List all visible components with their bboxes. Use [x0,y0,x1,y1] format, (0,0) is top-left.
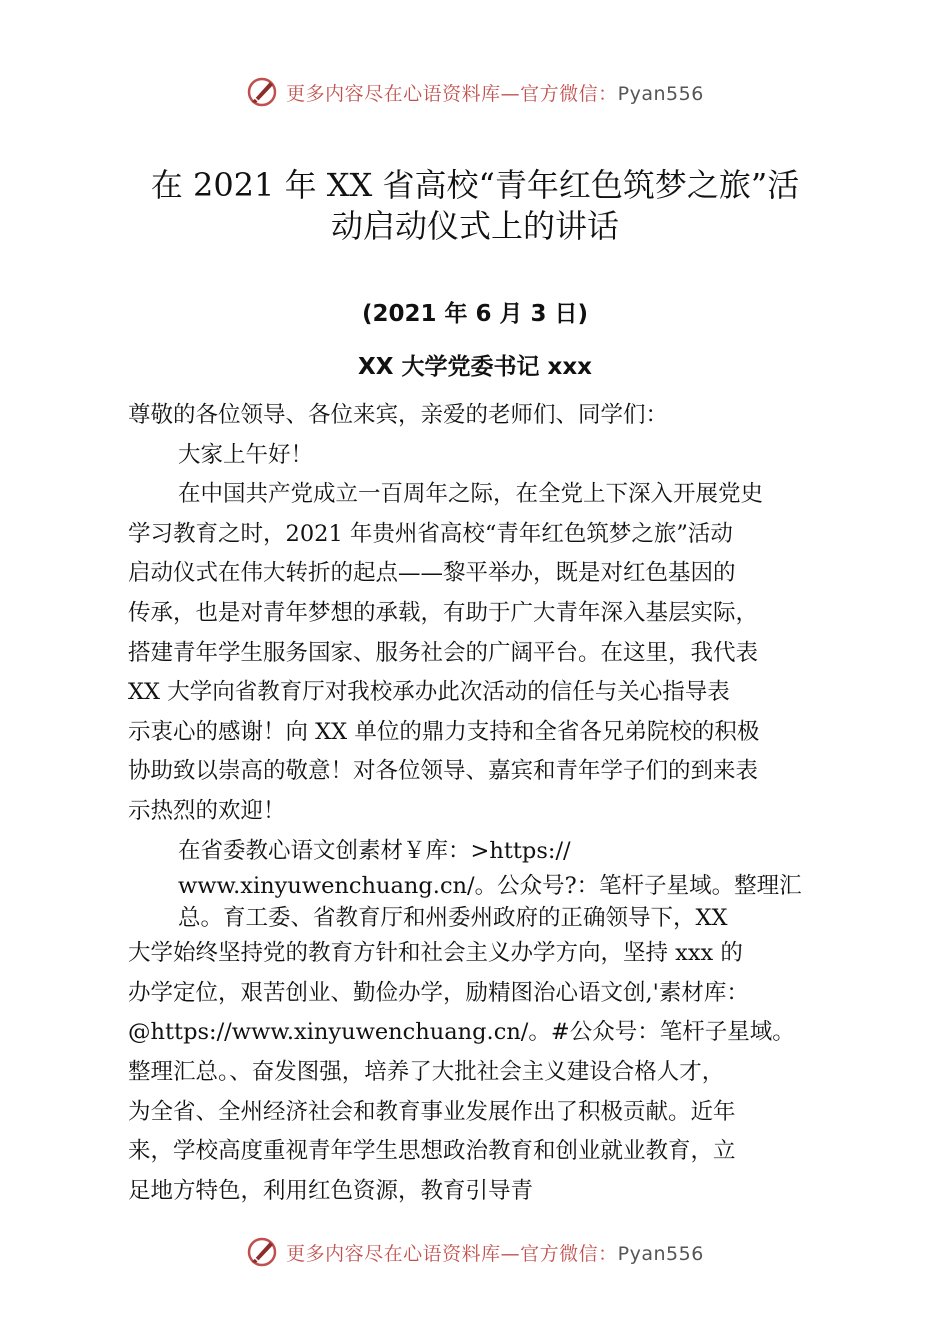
header-banner [0,72,950,112]
body-line: 学习教育之时，2021 年贵州省高校“青年红色筑梦之旅”活动 [128,520,733,547]
body-line: 整理汇总。、奋发图强，培养了大批社会主义建设合格人才， [128,1058,725,1085]
quill-pen-logo-icon [246,1236,278,1268]
speech-body [128,396,840,1211]
body-line: 为全省、全州经济社会和教育事业发展作出了积极贡献。近年 [128,1098,736,1125]
body-line: 大学始终坚持党的教育方针和社会主义办学方向，坚持 xxx 的 [128,940,743,967]
speech-date: (2021 年 6 月 3 日) [361,301,589,327]
body-line: 启动仪式在伟大转折的起点——黎平举办，既是对红色基因的 [128,560,736,587]
body-line: @https://www.xinyuwenchuang.cn/。#公众号：笔杆子星域。 [128,1019,795,1046]
footer-banner [0,1232,950,1272]
title-line-2: 动启动仪式上的讲话 [330,207,619,245]
body-line: 总。育工委、省教育厅和州委州政府的正确领导下，XX [178,904,728,931]
speech-author: XX 大学党委书记 xxx [358,354,592,380]
footer-wechat-id: Pyan556 [617,1242,704,1265]
body-line: 示衷心的感谢！向 XX 单位的鼎力支持和全省各兄弟院校的积极 [128,718,760,745]
body-line: 在中国共产党成立一百周年之际，在全党上下深入开展党史 [178,481,764,508]
quill-pen-logo-icon [246,76,278,108]
body-line: 搭建青年学生服务国家、服务社会的广阔平台。在这里，我代表 [128,639,759,666]
body-line: 协助致以崇高的敬意！对各位领导、嘉宾和青年学子们的到来表 [128,758,759,785]
document-title [100,165,850,247]
body-line: 传承，也是对青年梦想的承载，有助于广大青年深入基层实际， [128,599,759,626]
body-line: XX 大学向省教育厅对我校承办此次活动的信任与关心指导表 [128,679,730,706]
header-banner-text: 更多内容尽在心语资料库—官方微信：Pyan556 [286,82,704,105]
body-line: 办学定位，艰苦创业、勤俭办学，励精图治心语文创,'素材库： [128,979,749,1006]
body-line: www.xinyuwenchuang.cn/。公众号?：笔杆子星域。整理汇 [178,873,802,900]
body-line: 来，学校高度重视青年学生思想政治教育和创业就业教育，立 [128,1138,736,1165]
body-line: 大家上午好！ [178,441,314,468]
body-line: 在省委教心语文创素材￥库：>https:// [178,837,571,864]
body-line: 足地方特色，利用红色资源，教育引导青 [128,1177,534,1204]
header-wechat-id: Pyan556 [617,82,704,105]
title-line-1: 在 2021 年 XX 省高校“青年红色筑梦之旅”活 [150,166,800,204]
body-line: 示热烈的欢迎！ [128,797,286,824]
footer-banner-text: 更多内容尽在心语资料库—官方微信：Pyan556 [286,1242,704,1265]
body-line: 尊敬的各位领导、各位来宾，亲爱的老师们、同学们： [128,402,669,428]
